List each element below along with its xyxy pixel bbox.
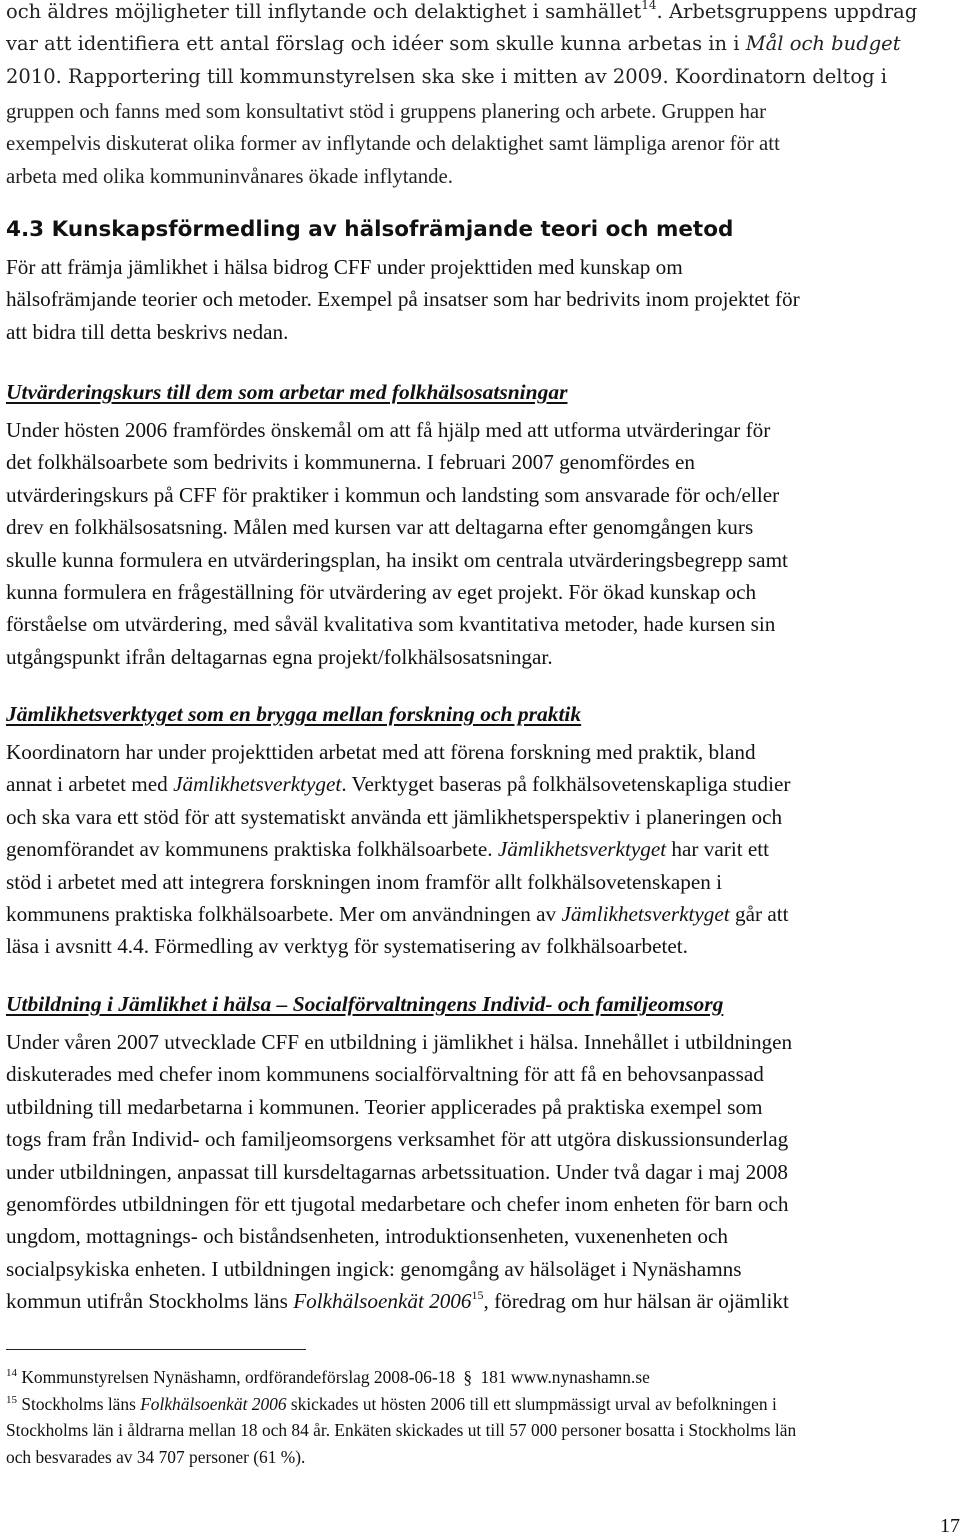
paragraph-line: Under hösten 2006 framfördes önskemål om att få hjälp med att utforma utvärderingar för — [6, 418, 771, 442]
subheading-utvarderingskurs: Utvärderingskurs till dem som arbetar med folkhälsosatsningar — [6, 380, 568, 404]
paragraph-line: För att främja jämlikhet i hälsa bidrog CFF under projekttiden med kunskap om — [6, 255, 683, 279]
footnote-15-line-2: Stockholms län i åldrarna mellan 18 och 84 år. Enkäten skickades ut till 57 000 personer bosatta i Stockholms län — [6, 1420, 797, 1441]
footnote-ref-15[interactable]: 15 — [471, 1288, 484, 1303]
paragraph-line: kommunens praktiska folkhälsoarbete. Mer om användningen av Jämlikhetsverktyget går att — [6, 902, 789, 927]
intro-paragraph-cont — [6, 97, 780, 193]
footnotes — [6, 1364, 796, 1471]
intro-line-5: exempelvis diskuterat olika former av inflytande och delaktighet samt lämpliga arenor för att — [6, 132, 780, 156]
paragraph-line: utgångspunkt ifrån deltagarnas egna projekt/folkhälsosatsningar. — [6, 644, 553, 669]
paragraph-line: förståelse om utvärdering, med såväl kvalitativa som kvantitativa metoder, hade kursen sin — [6, 612, 776, 637]
section-sign-icon: § — [463, 1367, 473, 1387]
paragraph-line: Under våren 2007 utvecklade CFF en utbildning i jämlikhet i hälsa. Innehållet i utbildningen — [6, 1030, 793, 1054]
intro-line-4: gruppen och fanns med som konsultativt stöd i gruppens planering och arbete. Gruppen har — [6, 100, 767, 123]
section-4-3-paragraph — [6, 251, 800, 348]
footnote-15: $^{15}$ Stockholms läns Folkhälsoenkät 2006 skickades ut hösten 2006 till ett slumpmässigt urval av befolkningen i — [6, 1393, 777, 1414]
paragraph-line: läsa i avsnitt 4.4. Förmedling av verktyg för systematisering av folkhälsoarbetet. — [6, 934, 688, 959]
paragraph-line: utvärderingskurs på CFF för praktiker i kommun och landsting som ansvarade för och/eller — [6, 482, 780, 507]
utbildning-paragraph — [6, 1026, 792, 1318]
mal-och-budget-title: Mål och budget — [745, 32, 901, 56]
paragraph-line: skulle kunna formulera en utvärderingsplan, ha insikt om centrala utvärderingsbegrepp samt — [6, 547, 788, 572]
paragraph-line: genomförandet av kommunens praktiska folkhälsoarbete. Jämlikhetsverktyget har varit ett — [6, 837, 770, 862]
section-heading-4-3: 4.3 Kunskapsförmedling av hälsofrämjande teori och metod — [6, 217, 734, 242]
paragraph-line: diskuterades med chefer inom kommunens socialförvaltning för att få en behovsanpassad — [6, 1062, 764, 1087]
survey-title: Folkhälsoenkät 2006 — [293, 1289, 472, 1314]
verktyg-paragraph — [6, 736, 790, 963]
paragraph-line: det folkhälsoarbete som bedrivits i kommunerna. I februari 2007 genomfördes en — [6, 450, 695, 475]
paragraph-line: drev en folkhälsosatsning. Målen med kursen var att deltagarna efter genomgången kurs — [6, 515, 754, 540]
intro-line-3: 2010. Rapportering till kommunstyrelsen ska ske i mitten av 2009. Koordinatorn deltog i — [6, 64, 888, 88]
paragraph-line: Koordinatorn har under projekttiden arbetat med att förena forskning med praktik, bland — [6, 740, 756, 764]
intro-paragraph — [6, 0, 917, 93]
footnote-14: $^{14}$ Kommunstyrelsen Nynäshamn, ordförandeförslag 2008-06-18 § 181 www.nynashamn.se — [6, 1364, 796, 1391]
page-number: 17 — [940, 1515, 960, 1537]
paragraph-line: stöd i arbetet med att integrera forskningen inom framför allt folkhälsovetenskapen i — [6, 869, 723, 894]
tool-name: Jämlikhetsverktyget — [561, 902, 730, 927]
footnote-separator — [6, 1349, 306, 1350]
utvardering-paragraph — [6, 414, 788, 673]
intro-line-1: och äldres möjligheter till inflytande och delaktighet i samhället$^{14}$. Arbetsgruppens uppdrag — [6, 0, 918, 23]
paragraph-line: hälsofrämjande teorier och metoder. Exempel på insatser som har bedrivits inom projektet för — [6, 287, 800, 312]
paragraph-line: annat i arbetet med Jämlikhetsverktyget. Verktyget baseras på folkhälsovetenskapliga studier — [6, 772, 791, 797]
footnote-ref-14[interactable]: 14 — [641, 0, 657, 12]
subheading-utbildning: Utbildning i Jämlikhet i hälsa – Socialförvaltningens Individ- och familjeomsorg — [6, 992, 724, 1016]
paragraph-line: kunna formulera en frågeställning för utvärdering av eget projekt. För ökad kunskap och — [6, 580, 757, 605]
tool-name: Jämlikhetsverktyget — [173, 772, 342, 797]
intro-line-2: var att identifiera ett antal förslag och idéer som skulle kunna arbetas in i Mål och budget — [6, 32, 901, 56]
paragraph-line: socialpsykiska enheten. I utbildningen ingick: genomgång av hälsoläget i Nynäshamns — [6, 1256, 742, 1281]
paragraph-line: att bidra till detta beskrivs nedan. — [6, 319, 289, 344]
paragraph-line: togs fram från Individ- och familjeomsorgens verksamhet för att utgöra diskussionsunderlag — [6, 1127, 789, 1152]
paragraph-line: ungdom, mottagnings- och biståndsenheten, introduktionsenheten, vuxenenheten och — [6, 1224, 728, 1249]
subheading-jamlikhetsverktyget: Jämlikhetsverktyget som en brygga mellan forskning och praktik — [6, 702, 582, 726]
footnote-15-line-3: och besvarades av 34 707 personer (61 %). — [6, 1447, 306, 1468]
tool-name: Jämlikhetsverktyget — [497, 837, 667, 862]
paragraph-line: under utbildningen, anpassat till kursdeltagarnas arbetssituation. Under två dagar i maj 2008 — [6, 1159, 788, 1184]
paragraph-line: utbildning till medarbetarna i kommunen. Teorier applicerades på praktiska exempel som — [6, 1094, 763, 1119]
paragraph-line: och ska vara ett stöd för att systematiskt använda ett jämlikhetsperspektiv i planeringen och — [6, 804, 783, 829]
intro-line-6: arbeta med olika kommuninvånares ökade inflytande. — [6, 164, 453, 188]
paragraph-line: genomfördes utbildningen för ett tjugotal medarbetare och chefer inom enheten för barn och — [6, 1192, 789, 1217]
paragraph-line: kommun utifrån Stockholms läns Folkhälsoenkät 2006$^{15}$, föredrag om hur hälsan är ojämlikt — [6, 1288, 789, 1314]
